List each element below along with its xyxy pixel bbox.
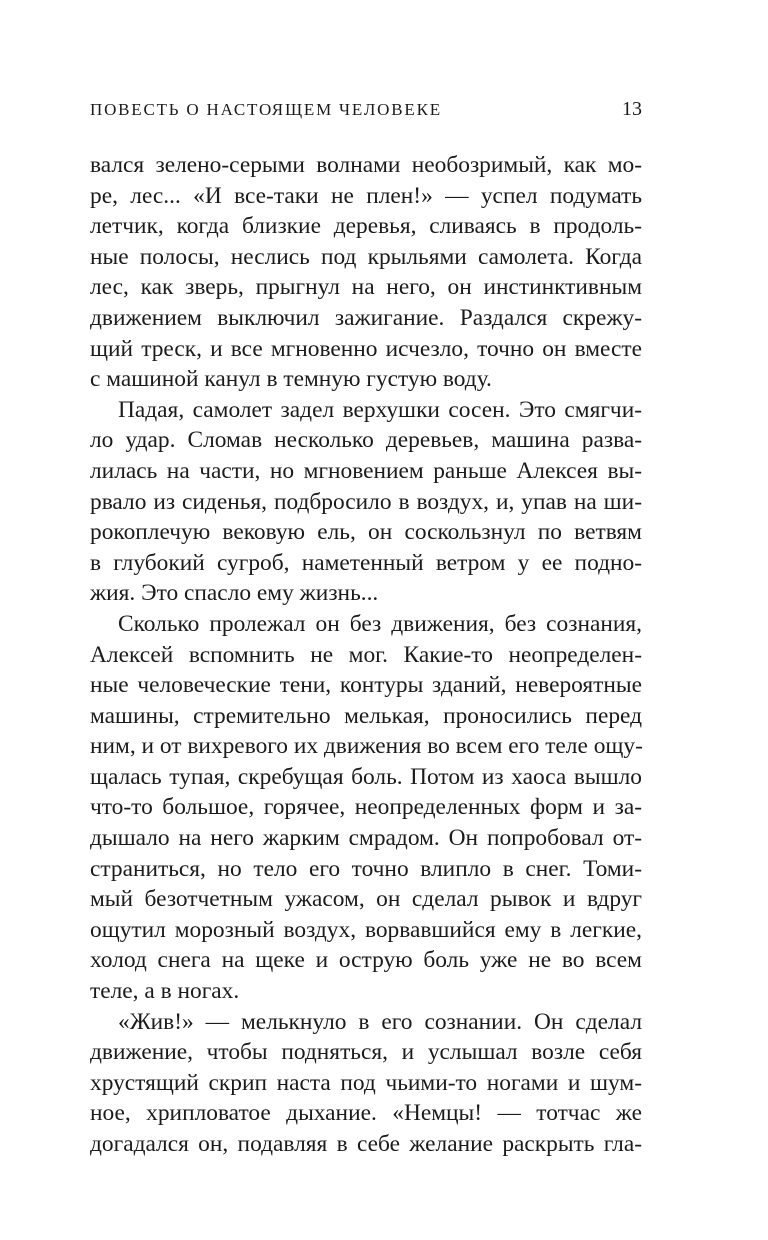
page-number: 13 (622, 98, 642, 120)
text-line: мый безотчетным ужасом, он сделал рывок и вдруг (90, 886, 642, 913)
text-line: летчик, когда близкие деревья, сливаясь в продоль- (90, 213, 642, 240)
text-line: жия. Это спасло ему жизнь... (90, 580, 379, 607)
paragraph (90, 1007, 642, 1160)
text-line: Сколько пролежал он без движения, без сознания, (118, 610, 642, 637)
text-line: ные человеческие тени, контуры зданий, невероятные (90, 672, 642, 699)
paragraph (90, 609, 642, 1007)
text-line: щалась тупая, скребущая боль. Потом из хаоса вышло (90, 763, 642, 790)
text-line: что-то большое, горячее, неопределенных форм и за- (90, 794, 642, 821)
text-line: ло удар. Сломав несколько деревьев, машина разва- (90, 427, 642, 454)
text-line: щий треск, и все мгновенно исчезло, точно он вместе (90, 335, 642, 362)
text-line: догадался он, подавляя в себе желание раскрыть гла- (90, 1131, 642, 1157)
text-line: Падая, самолет задел верхушки сосен. Это смягчи- (118, 396, 642, 423)
text-line: дышало на него жарким смрадом. Он попробовал от- (90, 825, 642, 852)
text-line: теле, а в ногах. (90, 978, 240, 1005)
text-line: лилась на части, но мгновением раньше Алексея вы- (90, 457, 642, 484)
text-line: с машиной канул в темную густую воду. (90, 366, 492, 393)
running-header (90, 100, 650, 126)
text-line: «Жив!» — мелькнуло в его сознании. Он сделал (118, 1008, 642, 1035)
text-line: вался зелено-серыми волнами необозримый, как мо- (90, 152, 642, 178)
text-line: рвало из сиденья, подбросило в воздух, и, упав на ши- (90, 488, 642, 515)
text-line: страниться, но тело его точно влипло в снег. Томи- (90, 855, 642, 882)
text-line: лес, как зверь, прыгнул на него, он инстинктивным (90, 274, 642, 301)
text-line: хрустящий скрип наста под чьими-то ногами и шум- (90, 1069, 642, 1096)
text-line: ним, и от вихревого их движения во всем его теле ощу- (90, 733, 643, 760)
text-line: ное, хрипловатое дыхание. «Немцы! — тотчас же (90, 1100, 642, 1127)
text-line: движение, чтобы подняться, и услышал возле себя (90, 1039, 642, 1066)
text-line: движением выключил зажигание. Раздался скрежу- (90, 304, 642, 331)
book-title: ПОВЕСТЬ О НАСТОЯЩЕМ ЧЕЛОВЕКЕ (90, 100, 442, 119)
text-line: в глубокий сугроб, наметенный ветром у ее подно- (90, 549, 642, 576)
body-text (90, 150, 642, 1160)
paragraph (90, 395, 642, 609)
text-line: холод снега на щеке и острую боль уже не во всем (90, 947, 642, 974)
text-line: ные полосы, неслись под крыльями самолета. Когда (90, 243, 642, 270)
text-line: рокоплечую вековую ель, он соскользнул по ветвям (90, 519, 642, 546)
text-line: ощутил морозный воздух, ворвавшийся ему в легкие, (90, 916, 642, 943)
paragraph (90, 150, 642, 395)
text-line: Алексей вспомнить не мог. Какие-то неопределен- (90, 641, 642, 668)
text-line: ре, лес... «И все-таки не плен!» — успел подумать (90, 182, 642, 209)
text-line: машины, стремительно мелькая, проносились перед (90, 702, 642, 729)
